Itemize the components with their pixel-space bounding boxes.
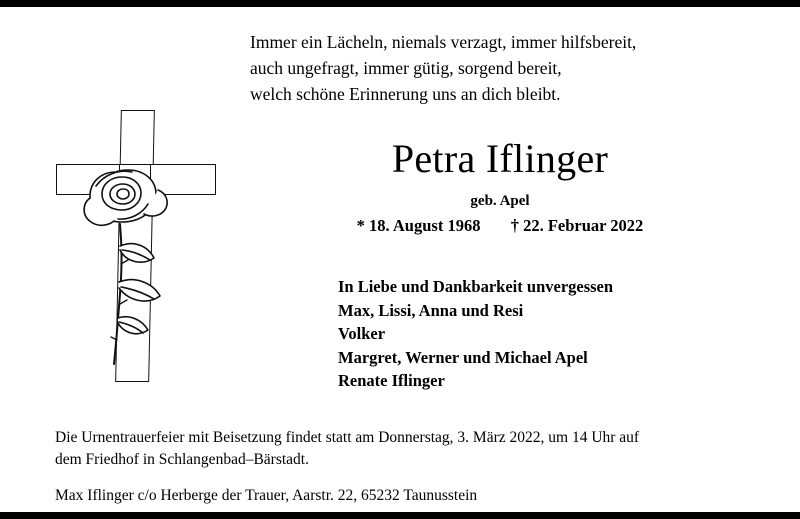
mourners-block bbox=[338, 275, 758, 393]
mourning-intro: In Liebe und Dankbarkeit unvergessen bbox=[338, 277, 614, 296]
bottom-rule bbox=[0, 512, 800, 519]
ceremony-line-1: Die Urnentrauerfeier mit Beisetzung findet statt am Donnerstag, 3. März 2022, um 14 Uhr auf bbox=[55, 429, 640, 446]
cross-with-rose-illustration bbox=[40, 102, 250, 392]
top-rule bbox=[0, 0, 800, 7]
life-dates bbox=[250, 216, 750, 236]
contact-address: Max Iflinger c/o Herberge der Trauer, Aarstr. 22, 65232 Taunusstein bbox=[55, 487, 478, 504]
ceremony-line-2: dem Friedhof in Schlangenbad–Bärstadt. bbox=[55, 451, 309, 468]
verse-block bbox=[250, 29, 770, 107]
verse-line-1: Immer ein Lächeln, niemals verzagt, immer hilfsbereit, bbox=[250, 32, 637, 52]
ceremony-details bbox=[55, 427, 755, 507]
death-date: † 22. Februar 2022 bbox=[510, 216, 644, 235]
notice-body bbox=[0, 7, 800, 512]
verse-line-2: auch ungefragt, immer gütig, sorgend bereit, bbox=[250, 58, 562, 78]
mourner-line-3: Margret, Werner und Michael Apel bbox=[338, 347, 588, 367]
mourner-line-4: Renate Iflinger bbox=[338, 371, 445, 390]
verse-line-3: welch schöne Erinnerung uns an dich bleibt. bbox=[250, 84, 561, 104]
mourner-line-2: Volker bbox=[338, 324, 386, 343]
birth-date: * 18. August 1968 bbox=[356, 216, 481, 235]
mourner-line-1: Max, Lissi, Anna und Resi bbox=[338, 300, 524, 320]
rose-icon bbox=[78, 142, 218, 392]
maiden-name: geb. Apel bbox=[470, 193, 530, 209]
deceased-name: Petra Iflinger bbox=[391, 136, 609, 181]
